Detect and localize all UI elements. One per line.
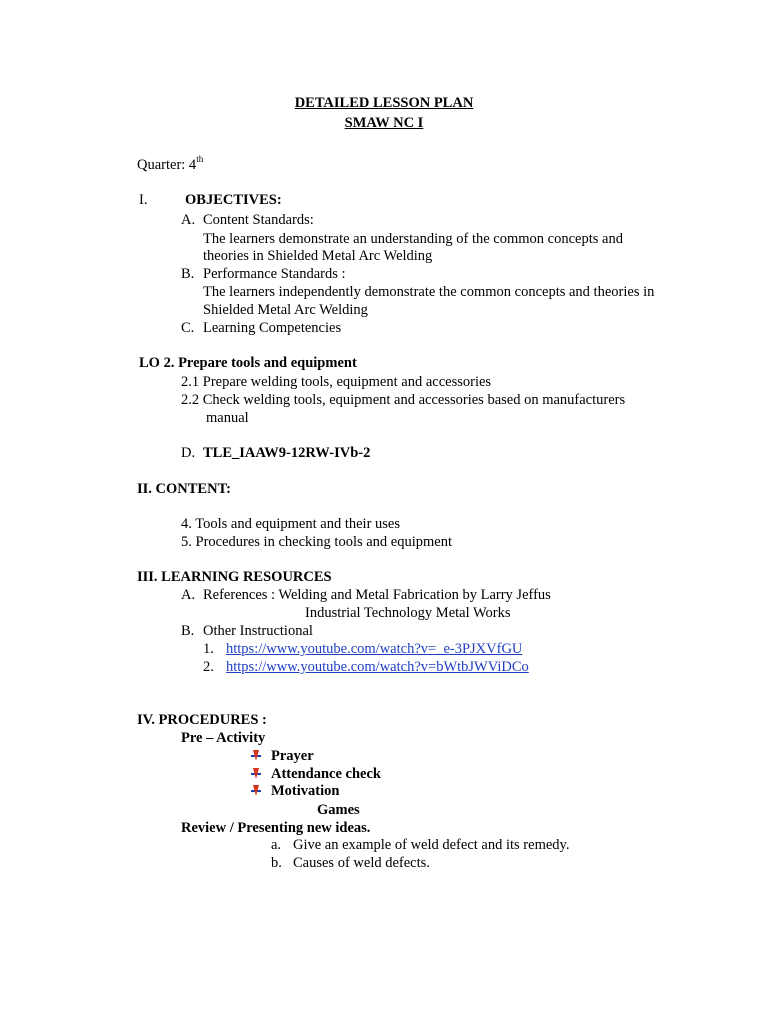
review-heading: Review / Presenting new ideas. [181, 820, 371, 836]
bullet-item-attendance: Attendance check [271, 766, 381, 782]
lo-item-1: 2.1 Prepare welding tools, equipment and accessories [181, 374, 492, 390]
review-b-label: b. [271, 855, 282, 871]
motivation-games: Games [317, 802, 360, 818]
resource-a-label: A. [181, 587, 196, 603]
arrow-bullet-icon [250, 785, 262, 797]
youtube-link-2[interactable]: https://www.youtube.com/watch?v=bWtbJWViDCo [226, 659, 529, 675]
competency-code: TLE_IAAW9-12RW-IVb-2 [203, 445, 371, 461]
resource-a-text: References : Welding and Metal Fabrication by Larry Jeffus [203, 587, 551, 603]
objective-a-line1: The learners demonstrate an understanding of the common concepts and [203, 231, 623, 247]
review-a-label: a. [271, 837, 282, 853]
page-subtitle: SMAW NC I [344, 115, 424, 131]
lo-item-2-line2: manual [206, 410, 249, 426]
resources-heading: III. LEARNING RESOURCES [137, 569, 332, 585]
objective-d-label: D. [181, 445, 196, 461]
lo-item-2-line1: 2.2 Check welding tools, equipment and accessories based on manufacturers [181, 392, 626, 408]
objective-a-title: Content Standards: [203, 212, 314, 228]
quarter-label: Quarter: 4 [137, 157, 197, 173]
lo-heading: LO 2. Prepare tools and equipment [139, 355, 357, 371]
section-numeral-objectives: I. [139, 192, 148, 208]
resource-b-text: Other Instructional [203, 623, 313, 639]
content-item-2: 5. Procedures in checking tools and equipment [181, 534, 453, 550]
resource-b-label: B. [181, 623, 195, 639]
review-b-text: Causes of weld defects. [293, 855, 430, 871]
content-heading: II. CONTENT: [137, 481, 231, 497]
objective-b-line1: The learners independently demonstrate the common concepts and theories in [203, 284, 655, 300]
arrow-bullet-icon [250, 750, 262, 762]
objective-b-title: Performance Standards : [203, 266, 346, 282]
link-1-number: 1. [203, 641, 214, 657]
objective-b-label: B. [181, 266, 195, 282]
objective-a-label: A. [181, 212, 196, 228]
pre-activity-heading: Pre – Activity [181, 730, 266, 746]
link-2-number: 2. [203, 659, 214, 675]
objective-b-line2: Shielded Metal Arc Welding [203, 302, 368, 318]
objectives-heading: OBJECTIVES: [185, 192, 282, 208]
quarter-superscript: th [196, 154, 204, 165]
review-a-text: Give an example of weld defect and its remedy. [293, 837, 570, 853]
arrow-bullet-icon [250, 768, 262, 780]
bullet-item-prayer: Prayer [271, 748, 314, 764]
objective-c-title: Learning Competencies [203, 320, 342, 336]
quarter-line [137, 156, 203, 174]
youtube-link-1[interactable]: https://www.youtube.com/watch?v=_e-3PJXVfGU [226, 641, 523, 657]
bullet-item-motivation: Motivation [271, 783, 340, 799]
resource-a-text2: Industrial Technology Metal Works [305, 605, 511, 621]
content-item-1: 4. Tools and equipment and their uses [181, 516, 401, 532]
objective-c-label: C. [181, 320, 195, 336]
objective-a-line2: theories in Shielded Metal Arc Welding [203, 248, 433, 264]
page-title: DETAILED LESSON PLAN [294, 95, 474, 111]
procedures-heading: IV. PROCEDURES : [137, 712, 267, 728]
